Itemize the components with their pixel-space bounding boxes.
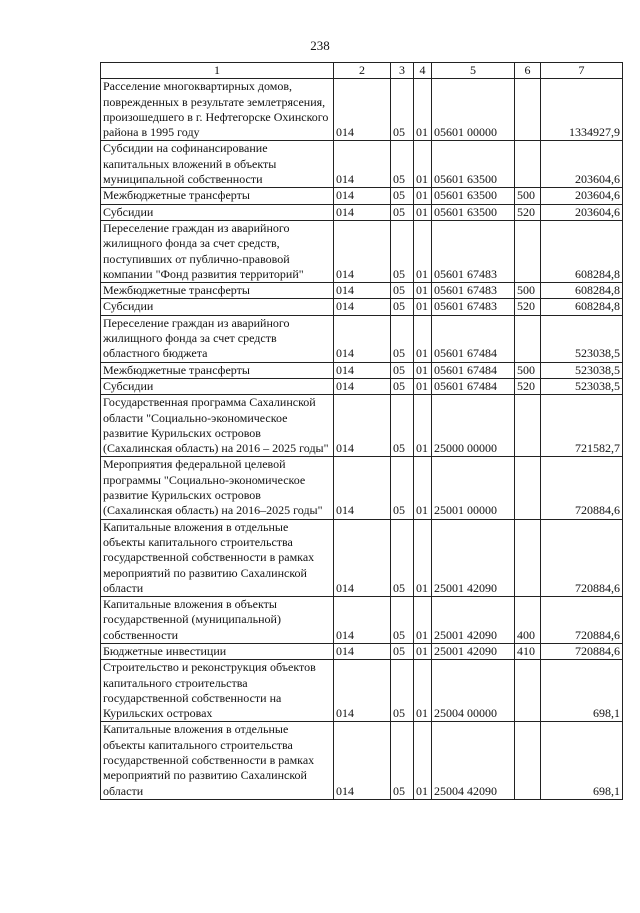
expense-type-cell xyxy=(515,141,541,188)
admin-code-cell: 014 xyxy=(334,722,391,799)
table-row xyxy=(101,378,623,394)
target-code-cell: 05601 63500 xyxy=(432,188,515,204)
target-code-cell: 05601 67483 xyxy=(432,283,515,299)
section-code-cell: 05 xyxy=(391,204,414,220)
subsection-code-cell: 01 xyxy=(414,315,432,362)
column-header: 2 xyxy=(334,63,391,79)
subsection-code-cell: 01 xyxy=(414,643,432,659)
table-row xyxy=(101,79,623,141)
table-row xyxy=(101,283,623,299)
amount-cell: 720884,6 xyxy=(541,457,623,519)
expense-type-cell: 520 xyxy=(515,204,541,220)
admin-code-cell: 014 xyxy=(334,643,391,659)
table-row xyxy=(101,141,623,188)
name-cell: Межбюджетные трансферты xyxy=(101,188,334,204)
section-code-cell: 05 xyxy=(391,141,414,188)
target-code-cell: 05601 67483 xyxy=(432,299,515,315)
name-cell: Строительство и реконструкция объектов капитального строительства государственной собственности на Курильских островах xyxy=(101,660,334,722)
amount-cell: 523038,5 xyxy=(541,378,623,394)
name-cell: Расселение многоквартирных домов, поврежденных в результате землетрясения, произошедшего в г. Нефтегорске Охинского района в 1995 году xyxy=(101,79,334,141)
target-code-cell: 05601 67484 xyxy=(432,378,515,394)
table-row xyxy=(101,362,623,378)
admin-code-cell: 014 xyxy=(334,378,391,394)
amount-cell: 608284,8 xyxy=(541,283,623,299)
name-cell: Бюджетные инвестиции xyxy=(101,643,334,659)
name-cell: Капитальные вложения в объекты государственной (муниципальной) собственности xyxy=(101,597,334,644)
expense-type-cell xyxy=(515,722,541,799)
table-row xyxy=(101,519,623,596)
subsection-code-cell: 01 xyxy=(414,188,432,204)
column-header: 7 xyxy=(541,63,623,79)
table-row xyxy=(101,457,623,519)
table-row xyxy=(101,643,623,659)
subsection-code-cell: 01 xyxy=(414,395,432,457)
amount-cell: 720884,6 xyxy=(541,643,623,659)
target-code-cell: 25004 42090 xyxy=(432,722,515,799)
expense-type-cell: 400 xyxy=(515,597,541,644)
section-code-cell: 05 xyxy=(391,395,414,457)
amount-cell: 698,1 xyxy=(541,722,623,799)
target-code-cell: 25001 00000 xyxy=(432,457,515,519)
name-cell: Переселение граждан из аварийного жилищного фонда за счет средств областного бюджета xyxy=(101,315,334,362)
section-code-cell: 05 xyxy=(391,643,414,659)
section-code-cell: 05 xyxy=(391,299,414,315)
name-cell: Субсидии на софинансирование капитальных вложений в объекты муниципальной собственности xyxy=(101,141,334,188)
admin-code-cell: 014 xyxy=(334,188,391,204)
subsection-code-cell: 01 xyxy=(414,220,432,282)
target-code-cell: 25001 42090 xyxy=(432,643,515,659)
amount-cell: 523038,5 xyxy=(541,362,623,378)
budget-table xyxy=(100,62,623,800)
expense-type-cell: 520 xyxy=(515,378,541,394)
admin-code-cell: 014 xyxy=(334,362,391,378)
subsection-code-cell: 01 xyxy=(414,519,432,596)
expense-type-cell xyxy=(515,315,541,362)
section-code-cell: 05 xyxy=(391,315,414,362)
name-cell: Субсидии xyxy=(101,299,334,315)
admin-code-cell: 014 xyxy=(334,204,391,220)
expense-type-cell xyxy=(515,220,541,282)
target-code-cell: 25004 00000 xyxy=(432,660,515,722)
subsection-code-cell: 01 xyxy=(414,722,432,799)
table-row xyxy=(101,660,623,722)
table-row xyxy=(101,722,623,799)
subsection-code-cell: 01 xyxy=(414,378,432,394)
expense-type-cell: 410 xyxy=(515,643,541,659)
column-header: 5 xyxy=(432,63,515,79)
admin-code-cell: 014 xyxy=(334,141,391,188)
column-header: 1 xyxy=(101,63,334,79)
expense-type-cell: 500 xyxy=(515,362,541,378)
expense-type-cell: 520 xyxy=(515,299,541,315)
column-header: 4 xyxy=(414,63,432,79)
page-number: 238 xyxy=(310,38,330,53)
section-code-cell: 05 xyxy=(391,722,414,799)
amount-cell: 203604,6 xyxy=(541,204,623,220)
amount-cell: 523038,5 xyxy=(541,315,623,362)
target-code-cell: 05601 63500 xyxy=(432,204,515,220)
subsection-code-cell: 01 xyxy=(414,283,432,299)
amount-cell: 698,1 xyxy=(541,660,623,722)
admin-code-cell: 014 xyxy=(334,519,391,596)
section-code-cell: 05 xyxy=(391,79,414,141)
table-header-row xyxy=(101,63,623,79)
name-cell: Капитальные вложения в отдельные объекты капитального строительства государственной собственности в рамках мероприятий по развитию Сахалинской области xyxy=(101,519,334,596)
column-header: 6 xyxy=(515,63,541,79)
admin-code-cell: 014 xyxy=(334,283,391,299)
admin-code-cell: 014 xyxy=(334,395,391,457)
table-row xyxy=(101,188,623,204)
subsection-code-cell: 01 xyxy=(414,597,432,644)
name-cell: Межбюджетные трансферты xyxy=(101,283,334,299)
subsection-code-cell: 01 xyxy=(414,141,432,188)
subsection-code-cell: 01 xyxy=(414,362,432,378)
section-code-cell: 05 xyxy=(391,362,414,378)
table-row xyxy=(101,597,623,644)
table-row xyxy=(101,315,623,362)
subsection-code-cell: 01 xyxy=(414,457,432,519)
section-code-cell: 05 xyxy=(391,660,414,722)
amount-cell: 203604,6 xyxy=(541,141,623,188)
section-code-cell: 05 xyxy=(391,188,414,204)
section-code-cell: 05 xyxy=(391,457,414,519)
amount-cell: 608284,8 xyxy=(541,220,623,282)
table-row xyxy=(101,395,623,457)
section-code-cell: 05 xyxy=(391,519,414,596)
section-code-cell: 05 xyxy=(391,220,414,282)
target-code-cell: 05601 00000 xyxy=(432,79,515,141)
target-code-cell: 05601 67484 xyxy=(432,362,515,378)
table-row xyxy=(101,299,623,315)
name-cell: Государственная программа Сахалинской области "Социально-экономическое развитие Курильских островов (Сахалинская область) на 2016 – 2025 годы" xyxy=(101,395,334,457)
expense-type-cell: 500 xyxy=(515,188,541,204)
name-cell: Субсидии xyxy=(101,378,334,394)
name-cell: Переселение граждан из аварийного жилищного фонда за счет средств, поступивших от публично-правовой компании "Фонд развития территорий" xyxy=(101,220,334,282)
name-cell: Субсидии xyxy=(101,204,334,220)
expense-type-cell: 500 xyxy=(515,283,541,299)
subsection-code-cell: 01 xyxy=(414,660,432,722)
section-code-cell: 05 xyxy=(391,283,414,299)
amount-cell: 203604,6 xyxy=(541,188,623,204)
table-row xyxy=(101,204,623,220)
subsection-code-cell: 01 xyxy=(414,299,432,315)
expense-type-cell xyxy=(515,79,541,141)
amount-cell: 721582,7 xyxy=(541,395,623,457)
target-code-cell: 05601 67484 xyxy=(432,315,515,362)
admin-code-cell: 014 xyxy=(334,315,391,362)
name-cell: Капитальные вложения в отдельные объекты капитального строительства государственной собственности в рамках мероприятий по развитию Сахалинской области xyxy=(101,722,334,799)
admin-code-cell: 014 xyxy=(334,457,391,519)
target-code-cell: 25000 00000 xyxy=(432,395,515,457)
expense-type-cell xyxy=(515,395,541,457)
admin-code-cell: 014 xyxy=(334,299,391,315)
subsection-code-cell: 01 xyxy=(414,204,432,220)
amount-cell: 608284,8 xyxy=(541,299,623,315)
admin-code-cell: 014 xyxy=(334,79,391,141)
admin-code-cell: 014 xyxy=(334,597,391,644)
expense-type-cell xyxy=(515,457,541,519)
amount-cell: 720884,6 xyxy=(541,597,623,644)
name-cell: Межбюджетные трансферты xyxy=(101,362,334,378)
target-code-cell: 05601 67483 xyxy=(432,220,515,282)
section-code-cell: 05 xyxy=(391,597,414,644)
table-row xyxy=(101,220,623,282)
target-code-cell: 25001 42090 xyxy=(432,597,515,644)
target-code-cell: 25001 42090 xyxy=(432,519,515,596)
section-code-cell: 05 xyxy=(391,378,414,394)
expense-type-cell xyxy=(515,660,541,722)
column-header: 3 xyxy=(391,63,414,79)
admin-code-cell: 014 xyxy=(334,220,391,282)
admin-code-cell: 014 xyxy=(334,660,391,722)
target-code-cell: 05601 63500 xyxy=(432,141,515,188)
subsection-code-cell: 01 xyxy=(414,79,432,141)
amount-cell: 720884,6 xyxy=(541,519,623,596)
amount-cell: 1334927,9 xyxy=(541,79,623,141)
name-cell: Мероприятия федеральной целевой программы "Социально-экономическое развитие Курильских островов (Сахалинская область) на 2016–2025 годы" xyxy=(101,457,334,519)
expense-type-cell xyxy=(515,519,541,596)
